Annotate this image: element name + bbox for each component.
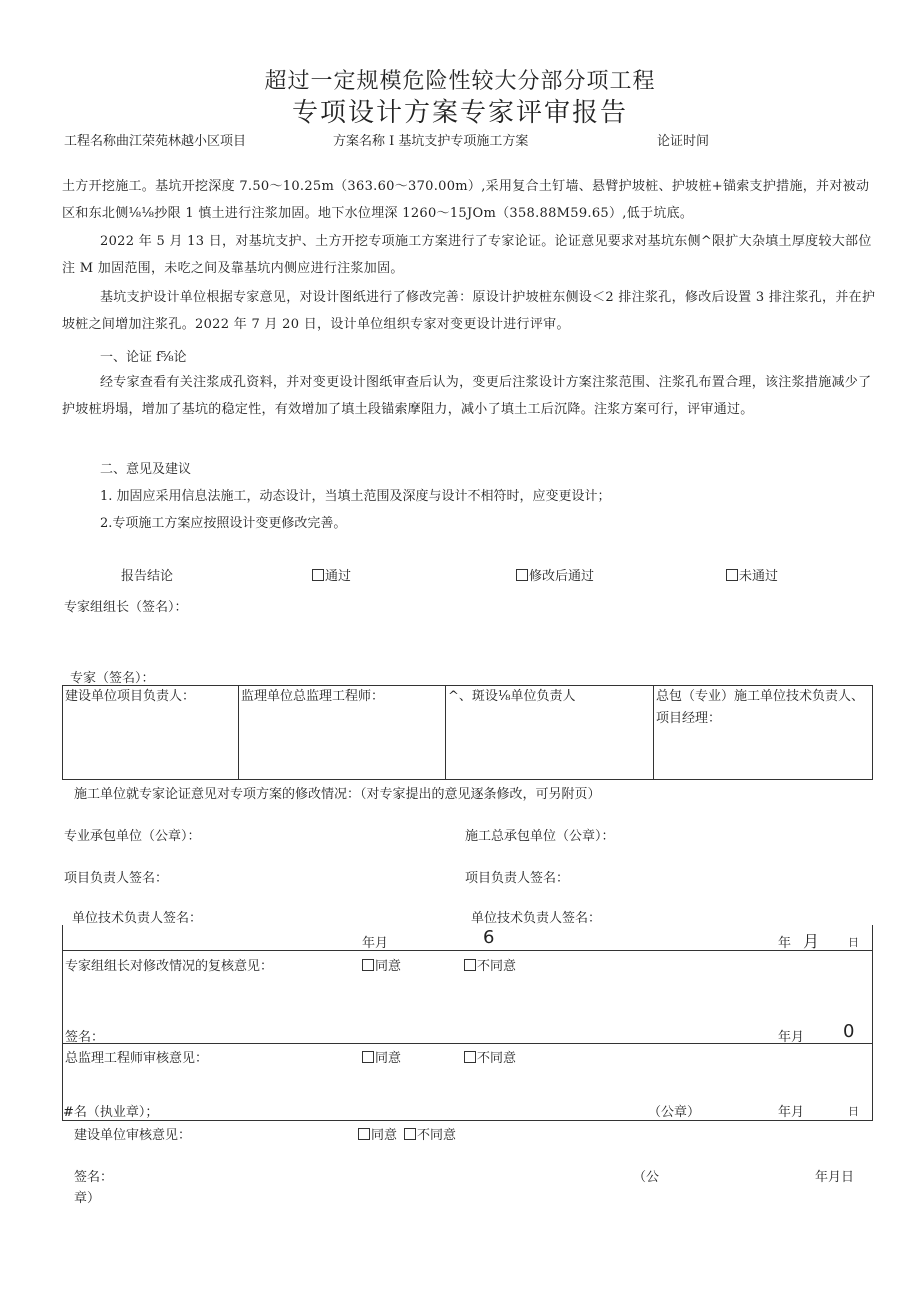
conclusion-label: 报告结论 xyxy=(121,569,174,584)
date-year: 年 xyxy=(778,936,792,951)
design-unit-cell: ^、斑设⅛单位负责人 xyxy=(448,689,576,704)
table2-row-border xyxy=(62,950,873,951)
chief-date-day: 日 xyxy=(848,1105,859,1118)
checkbox-icon[interactable] xyxy=(362,1051,374,1063)
chief-signature-seal: #名（执业章）； xyxy=(63,1105,159,1120)
owner-seal-close: 章） xyxy=(74,1191,101,1206)
chief-disagree-option[interactable]: 不同意 xyxy=(464,1047,516,1066)
revision-note: 施工单位就专家论证意见对专项方案的修改情况：（对专家提出的意见逐条修改，可另附页） xyxy=(74,787,601,802)
checkbox-icon[interactable] xyxy=(726,569,738,581)
title-line-1: 超过一定规模危险性较大分部分项工程 xyxy=(264,69,656,94)
suggestion-1: 1. 加固应采用信息法施工，动态设计，当填土范围及深度与设计不相符时，应变更设计； xyxy=(100,489,611,504)
owner-date: 年月日 xyxy=(815,1170,855,1185)
leader-review-label: 专家组组长对修改情况的复核意见： xyxy=(65,959,274,974)
checkbox-icon[interactable] xyxy=(358,1128,370,1140)
table2-bottom-border xyxy=(62,1120,873,1121)
pm-signature-left: 项目负责人签名： xyxy=(64,871,169,886)
supervisor-cell: 监理单位总监理工程师： xyxy=(241,689,385,704)
checkbox-icon[interactable] xyxy=(312,569,324,581)
date-month: 月 xyxy=(803,932,820,951)
table1-right-border xyxy=(872,685,873,779)
owner-review-label: 建设单位审核意见： xyxy=(74,1128,192,1143)
date-day: 日 xyxy=(848,936,859,949)
option-not-pass[interactable]: 未通过 xyxy=(726,565,778,584)
owner-agree-option[interactable]: 同意 xyxy=(358,1124,397,1143)
experts-signature-label: 专家（签名）： xyxy=(70,671,155,686)
table1-divider xyxy=(445,685,446,779)
checkbox-icon[interactable] xyxy=(362,959,374,971)
owner-seal-open: （公 xyxy=(633,1170,660,1185)
checkbox-icon[interactable] xyxy=(464,959,476,971)
leader-agree-option[interactable]: 同意 xyxy=(362,955,401,974)
table2-right-border xyxy=(872,925,873,950)
table2-left-border xyxy=(62,950,63,1120)
demonstration-time: 论证时间 xyxy=(657,134,710,149)
chief-agree-option[interactable]: 同意 xyxy=(362,1047,401,1066)
table2-row-border xyxy=(62,1043,873,1044)
owner-signature: 签名： xyxy=(74,1170,114,1185)
table2-right-border xyxy=(872,950,873,1120)
paragraph-2: 2022 年 5 月 13 日，对基坑支护、土方开挖专项施工方案进行了专家论证。论证意见要求对基坑东侧^限扩大杂填土厚度较大部位注 M 加固范围，未吃之间及靠基坑内侧应进行注浆加固。 xyxy=(62,234,872,276)
checkbox-icon[interactable] xyxy=(464,1051,476,1063)
paragraph-4: 经专家查看有关注浆成孔资料，并对变更设计图纸审查后认为，变更后注浆设计方案注浆范围、注浆孔布置合理，该注浆措施减少了护坡桩坍塌，增加了基坑的稳定性，有效增加了填土段锚索摩阻力，减小了填土工后沉降。注浆方案可行，评审通过。 xyxy=(62,375,872,417)
owner-pm-cell: 建设单位项目负责人： xyxy=(65,689,196,704)
contractor-cell: 总包（专业）施工单位技术负责人、项目经理： xyxy=(656,689,865,726)
chief-date: 年月 xyxy=(778,1105,805,1120)
table1-divider xyxy=(653,685,654,779)
leader-review-date: 年月 xyxy=(778,1030,805,1045)
checkbox-icon[interactable] xyxy=(516,569,528,581)
plan-name: 方案名称 I 基坑支护专项施工方案 xyxy=(333,134,529,149)
suggestion-2: 2.专项施工方案应按照设计变更修改完善。 xyxy=(100,516,347,531)
leader-signature-label: 专家组组长（签名）： xyxy=(64,600,188,615)
chief-supervisor-label: 总监理工程师审核意见： xyxy=(65,1051,209,1066)
checkbox-icon[interactable] xyxy=(404,1128,416,1140)
leader-review-signature: 签名： xyxy=(65,1030,105,1045)
tech-signature-right: 单位技术负责人签名： xyxy=(471,911,602,926)
tech-signature-left: 单位技术负责人签名： xyxy=(72,911,203,926)
section-heading-1: 一、论证 f⅝论 xyxy=(100,350,187,365)
option-pass[interactable]: 通过 xyxy=(312,565,351,584)
table2-left-border xyxy=(62,925,63,950)
paragraph-1: 土方开挖施工。基坑开挖深度 7.50～10.25m（363.60～370.00m）,采用复合土钉墙、悬臂护坡桩、护坡桩+锚索支护措施，并对被动区和东北侧⅛⅛抄限 1 慎土进行注浆加固。地下水位埋深 1260～15JOm（358.88M59.65）,低于坑底。 xyxy=(62,179,870,221)
title-line-2: 专项设计方案专家评审报告 xyxy=(291,98,628,128)
paragraph-3: 基坑支护设计单位根据专家意见，对设计图纸进行了修改完善：原设计护坡桩东侧设＜2 排注浆孔，修改后设置 3 排注浆孔，并在护坡桩之间增加注浆孔。2022 年 7 月 20 日，设计单位组织专家对变更设计进行评审。 xyxy=(62,290,876,332)
general-contractor-seal: 施工总承包单位（公章）： xyxy=(465,829,615,844)
project-name: 工程名称曲江荣苑林越小区项目 xyxy=(64,134,247,149)
date-year-month: 年月 xyxy=(362,936,389,951)
chief-official-seal: （公章） xyxy=(648,1105,701,1120)
table1-left-border xyxy=(62,685,63,779)
option-pass-after-revision[interactable]: 修改后通过 xyxy=(516,565,594,584)
pm-signature-right: 项目负责人签名： xyxy=(465,871,570,886)
section-heading-2: 二、意见及建议 xyxy=(100,462,192,477)
leader-review-date-number: 0 xyxy=(843,1021,855,1042)
leader-disagree-option[interactable]: 不同意 xyxy=(464,955,516,974)
owner-disagree-option[interactable]: 不同意 xyxy=(404,1124,456,1143)
date-handwritten-number: 6 xyxy=(483,927,495,948)
table1-bottom-border xyxy=(62,779,873,780)
sub-contractor-seal: 专业承包单位（公章）： xyxy=(64,829,201,844)
table1-divider xyxy=(238,685,239,779)
